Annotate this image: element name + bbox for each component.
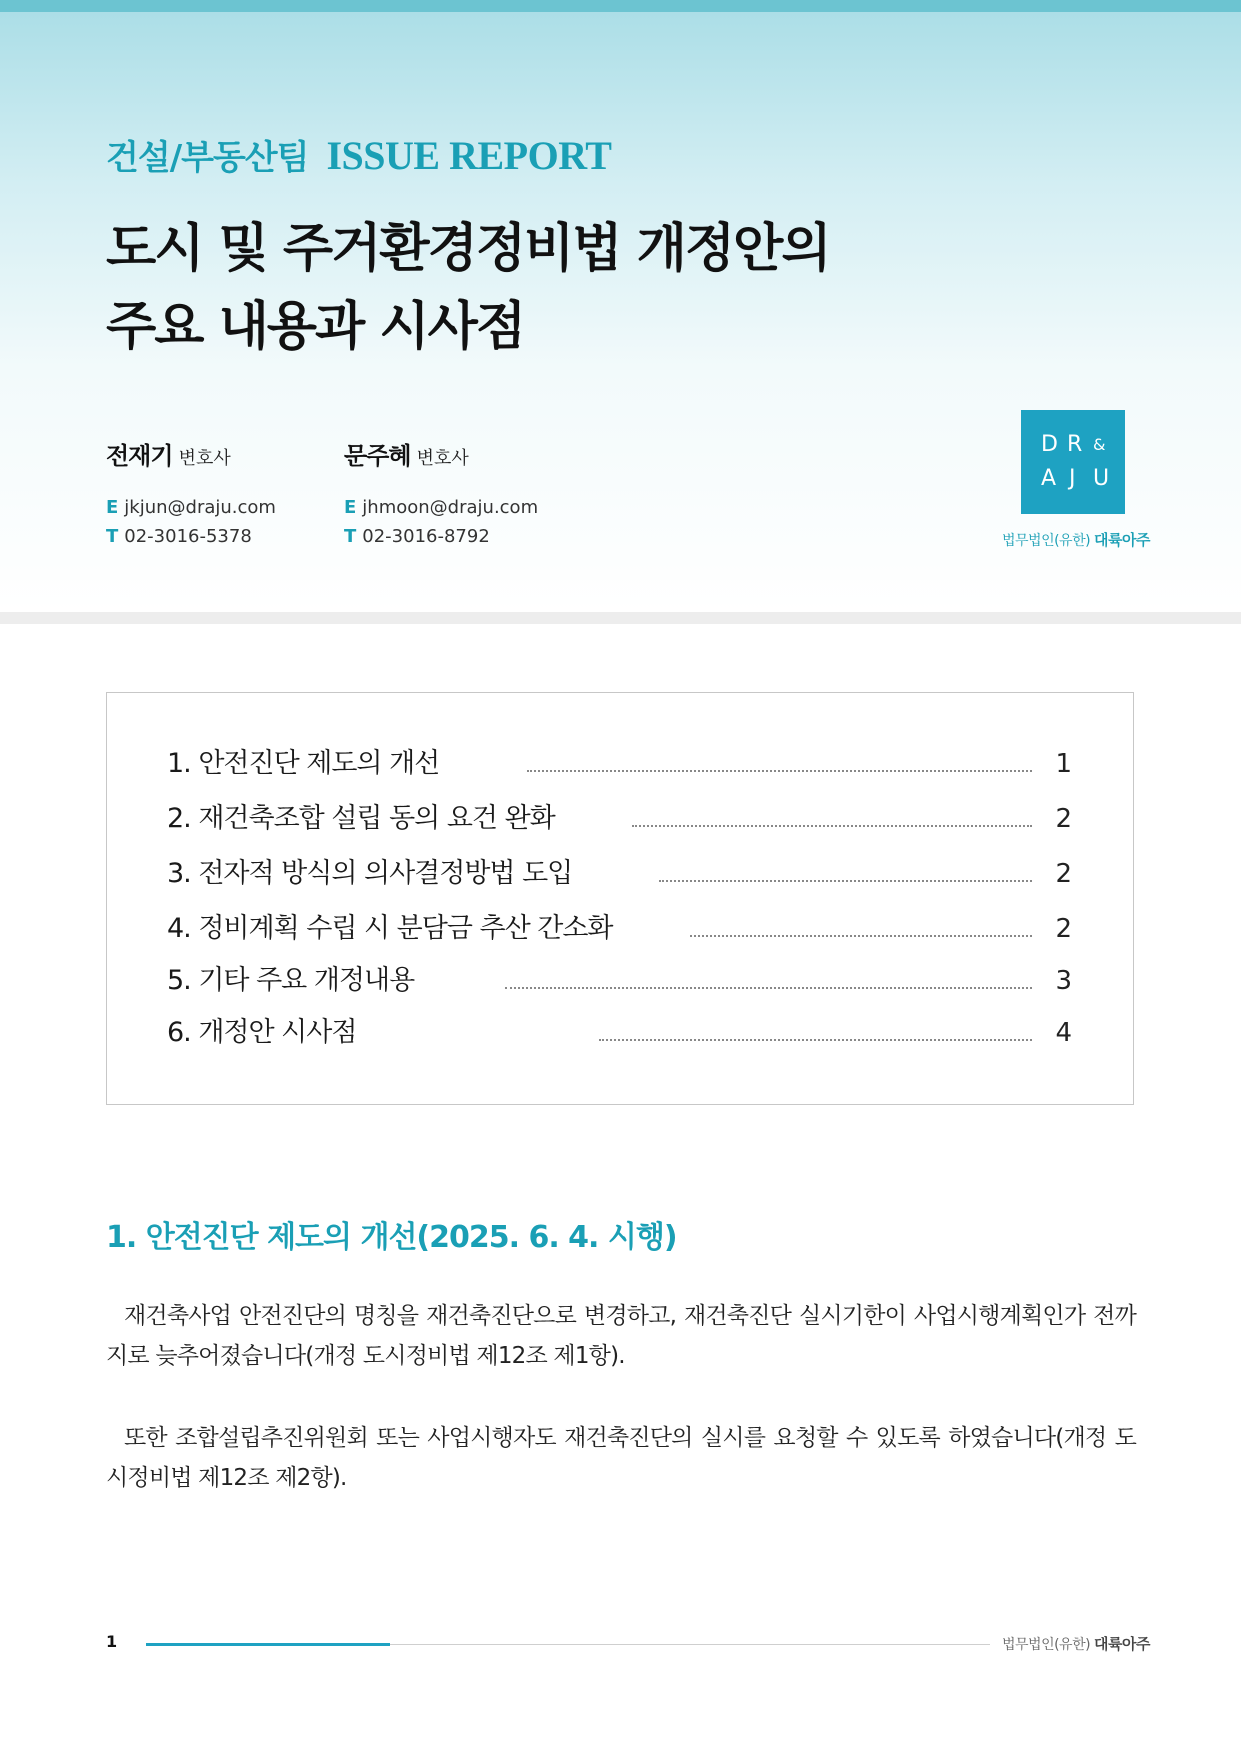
title-line-2: 주요 내용과 시사점 bbox=[106, 297, 525, 357]
body-paragraph: 또한 조합설립추진위원회 또는 사업시행자도 재건축진단의 실시를 요청할 수 있도록 하였습니다(개정 도시정비법 제12조 제2항). bbox=[106, 1425, 1136, 1491]
logo-letter: A bbox=[1041, 466, 1057, 491]
author-role: 변호사 bbox=[178, 448, 231, 469]
logo-letter: & bbox=[1093, 435, 1106, 454]
team-name: 건설/부동산팀 bbox=[106, 138, 309, 178]
toc-leader bbox=[505, 987, 1032, 989]
top-stripe bbox=[0, 0, 1241, 12]
logo-letter: U bbox=[1093, 466, 1110, 491]
email-key: E bbox=[344, 497, 357, 518]
toc-item[interactable] bbox=[167, 744, 1072, 784]
author-name: 전재기 bbox=[106, 442, 173, 470]
email-key: E bbox=[106, 497, 119, 518]
toc-label: 5. 기타 주요 개정내용 bbox=[167, 965, 415, 996]
toc-label: 4. 정비계획 수립 시 분담금 추산 간소화 bbox=[167, 913, 613, 944]
author-card bbox=[344, 436, 538, 551]
footer-rule-accent bbox=[146, 1643, 390, 1646]
toc-item[interactable] bbox=[167, 1013, 1072, 1053]
author-name: 문주혜 bbox=[344, 442, 411, 470]
toc-label: 6. 개정안 시사점 bbox=[167, 1017, 357, 1048]
report-category bbox=[106, 130, 611, 179]
toc-leader bbox=[690, 935, 1032, 937]
logo-letter: J bbox=[1069, 466, 1076, 491]
toc-leader bbox=[527, 770, 1032, 772]
toc-label: 2. 재건축조합 설립 동의 요건 완화 bbox=[167, 803, 555, 834]
toc-leader bbox=[632, 825, 1032, 827]
toc-page: 4 bbox=[1055, 1018, 1072, 1048]
page-number: 1 bbox=[106, 1632, 118, 1651]
author-phone: 02-3016-5378 bbox=[124, 526, 252, 547]
logo-letter: D bbox=[1041, 432, 1058, 457]
author-role: 변호사 bbox=[416, 448, 469, 469]
title-line-1: 도시 및 주거환경정비법 개정안의 bbox=[106, 219, 830, 279]
table-of-contents bbox=[106, 692, 1134, 1105]
toc-item[interactable] bbox=[167, 961, 1072, 1001]
footer-firm-name: 대륙아주 bbox=[1094, 1635, 1150, 1653]
body-paragraph: 재건축사업 안전진단의 명칭을 재건축진단으로 변경하고, 재건축진단 실시기한이 사업시행계획인가 전까지로 늦추어졌습니다(개정 도시정비법 제12조 제1항). bbox=[106, 1303, 1136, 1369]
section-heading: 1. 안전진단 제도의 개선(2025. 6. 4. 시행) bbox=[106, 1220, 677, 1255]
toc-page: 2 bbox=[1055, 804, 1072, 834]
toc-label: 3. 전자적 방식의 의사결정방법 도입 bbox=[167, 858, 573, 889]
author-email[interactable]: jhmoon@draju.com bbox=[362, 497, 539, 518]
page-title bbox=[106, 210, 830, 366]
toc-item[interactable] bbox=[167, 854, 1072, 894]
toc-label: 1. 안전진단 제도의 개선 bbox=[167, 748, 440, 779]
tel-key: T bbox=[106, 526, 119, 547]
footer-brand bbox=[1002, 1633, 1150, 1654]
firm-name: 대륙아주 bbox=[1094, 531, 1150, 549]
firm-logo bbox=[1021, 410, 1125, 514]
toc-page: 2 bbox=[1055, 859, 1072, 889]
toc-leader bbox=[599, 1039, 1032, 1041]
author-email[interactable]: jkjun@draju.com bbox=[124, 497, 276, 518]
toc-page: 3 bbox=[1055, 966, 1072, 996]
toc-item[interactable] bbox=[167, 799, 1072, 839]
toc-leader bbox=[659, 880, 1032, 882]
toc-page: 2 bbox=[1055, 914, 1072, 944]
logo-letter: R bbox=[1067, 432, 1083, 457]
author-phone: 02-3016-8792 bbox=[362, 526, 490, 547]
toc-item[interactable] bbox=[167, 909, 1072, 949]
tel-key: T bbox=[344, 526, 357, 547]
logo-caption bbox=[1002, 529, 1150, 550]
footer-firm-type: 법무법인(유한) bbox=[1002, 1637, 1091, 1653]
issue-report-label: ISSUE REPORT bbox=[326, 133, 612, 178]
toc-page: 1 bbox=[1055, 749, 1072, 779]
footer-rule bbox=[390, 1644, 990, 1645]
firm-type: 법무법인(유한) bbox=[1002, 533, 1091, 549]
section-divider bbox=[0, 612, 1241, 624]
author-card bbox=[106, 436, 276, 551]
